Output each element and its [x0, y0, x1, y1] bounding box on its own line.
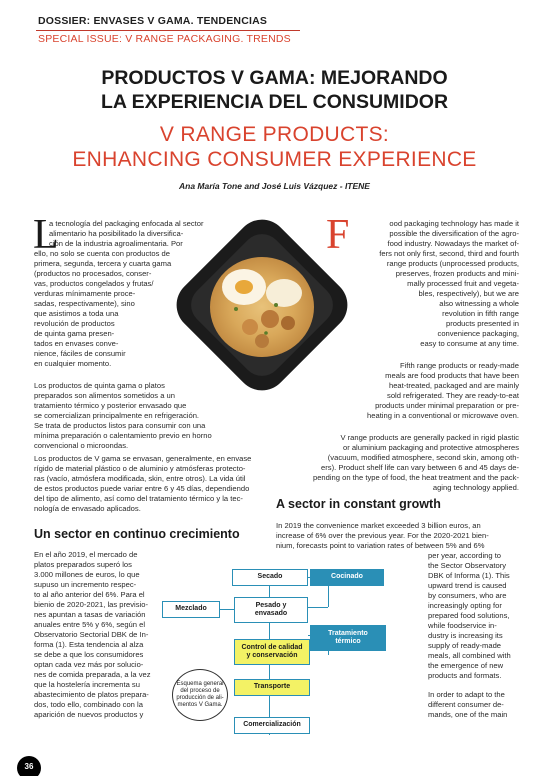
- text-line: increase of 6% over the previous year. For the 2020-2021 bien-: [276, 531, 489, 540]
- text-line: mally processed fruit and vegeta-: [407, 279, 519, 288]
- chicken-piece: [281, 316, 295, 330]
- text-line: a tecnología del packaging enfocada al sector: [49, 219, 204, 228]
- text-line: by consumers, who are: [428, 591, 507, 600]
- text-line: ers). Product shelf life can vary between 6 and 45 days de-: [321, 463, 519, 472]
- en-paragraph-4: [276, 521, 489, 551]
- text-line: de quinta gama presen-: [34, 329, 115, 338]
- text-line: ción de la industria agroalimentaria. Por: [49, 239, 183, 248]
- text-line: anuales entre 5% y 6%, según el: [34, 620, 146, 629]
- text-line: ood packaging technology has made it: [389, 219, 519, 228]
- chicken-piece: [255, 334, 269, 348]
- text-line: range products (unprocessed products,: [386, 259, 519, 268]
- text-line: products and formats.: [428, 671, 502, 680]
- text-line: prepared food solutions,: [428, 611, 510, 620]
- text-line: tados en envases conve-: [34, 339, 119, 348]
- text-line: supuso un incremento respec-: [34, 580, 137, 589]
- text-line: dos, todo ello, combinado con la: [34, 700, 143, 709]
- text-line: In 2019 the convenience market exceeded 3 billion euros, an: [276, 521, 481, 530]
- text-line: optan cada vez más por solucio-: [34, 660, 144, 669]
- es-section-heading: Un sector en continuo crecimiento: [34, 527, 240, 541]
- text-line: Fifth range products or ready-made: [399, 361, 519, 370]
- text-line: dustry is increasing its: [428, 631, 503, 640]
- text-line: aparición de nuevos productos y: [34, 710, 144, 719]
- text-line: or aluminium packaging and protective atmospheres: [342, 443, 519, 452]
- text-line: V range products are generally packed in rigid plastic: [340, 433, 519, 442]
- text-line: pending on the type of food, the heat treatment and the pack-: [312, 473, 519, 482]
- step-cocinado: Cocinado: [310, 569, 384, 586]
- text-line: possible the diversification of the agro-: [389, 229, 519, 238]
- text-line: (vacuum, modified atmosphere, second skin, among oth-: [327, 453, 519, 462]
- text-line: to al año anterior del 6%. Para el: [34, 590, 145, 599]
- title-es-line: PRODUCTOS V GAMA: MEJORANDO: [101, 67, 448, 89]
- title-en-line: ENHANCING CONSUMER EXPERIENCE: [72, 148, 477, 171]
- text-line: heat-treated, packaged and are mainly: [388, 381, 519, 390]
- text-line: que la hostelería incrementa su: [34, 680, 140, 689]
- step-control-calidad: Control de calidad y conservación: [234, 639, 310, 665]
- page-number: 36: [17, 756, 41, 776]
- process-diagram: [160, 563, 390, 753]
- egg-yolk: [235, 280, 253, 294]
- step-secado: Secado: [232, 569, 308, 586]
- text-line: meals are food products that have been: [385, 371, 519, 380]
- connector-line: [328, 585, 329, 607]
- text-line: Los productos de V gama se envasan, generalmente, en envase: [34, 454, 252, 463]
- step-tratamiento-termico: Tratamiento térmico: [310, 625, 386, 651]
- text-line: ras (vacío, atmósfera modificada, skin, entre otros). La vida útil: [34, 474, 246, 483]
- text-line: convencional o microondas.: [34, 441, 129, 450]
- text-line: se debe a que los consumidores: [34, 650, 144, 659]
- text-line: se comercializan principalmente en refrigeración.: [34, 411, 200, 420]
- section-header: DOSSIER: ENVASES V GAMA. TENDENCIAS: [38, 15, 268, 27]
- text-line: meals, all combined with: [428, 651, 511, 660]
- text-line: different consumer de-: [428, 700, 504, 709]
- text-line: del tipo de alimento, así como del tratamiento térmico y la tec-: [34, 494, 243, 503]
- text-line: (productos no procesados, conser-: [34, 269, 152, 278]
- text-line: abastecimiento de platos prepara-: [34, 690, 149, 699]
- text-line: tratamiento térmico y posterior envasado que: [34, 401, 187, 410]
- text-line: mínima preparación o calentamiento previo en horno: [34, 431, 212, 440]
- text-line: nología de envasado aplicados.: [34, 504, 141, 513]
- text-line: Observatorio Sectorial DBK de In-: [34, 630, 149, 639]
- text-line: rígido de material plástico o de aluminio y atmósferas protecto-: [34, 464, 246, 473]
- text-line: upward trend is caused: [428, 581, 507, 590]
- es-paragraph-4: [34, 550, 158, 720]
- chicken-piece: [242, 319, 258, 335]
- en-paragraph-4-cont: [428, 551, 511, 681]
- chicken-piece: [261, 310, 279, 328]
- text-line: also witnessing a whole: [439, 299, 519, 308]
- text-line: que asistimos a toda una: [34, 309, 119, 318]
- text-line: preserves, frozen products and mini-: [395, 269, 519, 278]
- text-line: Se trata de productos listos para consumir con una: [34, 421, 206, 430]
- egg-white: [266, 279, 302, 307]
- text-line: supply of ready-made: [428, 641, 502, 650]
- dropcap-english: F: [326, 212, 350, 258]
- herb: [234, 307, 238, 311]
- text-line: revolución de productos: [34, 319, 115, 328]
- text-line: primera, segunda, tercera y cuarta gama: [34, 259, 172, 268]
- title-en-line: V RANGE PRODUCTS:: [159, 123, 390, 146]
- text-line: nience, fáciles de consumir: [34, 349, 126, 358]
- text-line: convenience packaging,: [437, 329, 519, 338]
- text-line: nes de comida preparada, a la vez: [34, 670, 151, 679]
- text-line: forma (1). Esta tendencia al alza: [34, 640, 144, 649]
- en-section-heading: A sector in constant growth: [276, 497, 441, 511]
- text-line: Los productos de quinta gama o platos: [34, 381, 165, 390]
- text-line: preparados son alimentos sometidos a un: [34, 391, 175, 400]
- en-intro-paragraph: [339, 219, 519, 249]
- text-line: sold refrigerated. They are ready-to-eat: [387, 391, 519, 400]
- connector-line: [220, 609, 234, 610]
- text-line: In order to adapt to the: [428, 690, 505, 699]
- text-line: platos preparados superó los: [34, 560, 132, 569]
- en-paragraph-3: [259, 433, 519, 493]
- text-line: fers not only first, second, third and fourth: [379, 249, 519, 258]
- text-line: easy to consume at any time.: [420, 339, 519, 348]
- section-subheader: SPECIAL ISSUE: V RANGE PACKAGING. TRENDS: [38, 33, 291, 45]
- step-comercializacion: Comercialización: [234, 717, 310, 734]
- diagram-caption: Esquema general del proceso de producción de ali- mentos V Gama.: [172, 669, 228, 721]
- text-line: ello, no solo se cuenta con productos de: [34, 249, 170, 258]
- text-line: verduras mínimamente proce-: [34, 289, 136, 298]
- title-es-line: LA EXPERIENCIA DEL CONSUMIDOR: [100, 91, 449, 113]
- step-pesado-envasado: Pesado y envasado: [234, 597, 308, 623]
- text-line: vas, productos congelados y frutas/: [34, 279, 154, 288]
- title-spanish: [30, 66, 519, 114]
- text-line: sadas, respectivamente), sino: [34, 299, 135, 308]
- text-line: alimentario ha posibilitado la diversifica-: [49, 229, 184, 238]
- text-line: the Sector Observatory: [428, 561, 507, 570]
- es-paragraph-3: [34, 454, 251, 514]
- text-line: revolution in fifth range: [442, 309, 519, 318]
- step-transporte: Transporte: [234, 679, 310, 696]
- dropcap-spanish: L: [33, 212, 59, 258]
- text-line: per year, according to: [428, 551, 502, 560]
- text-line: while foodservice in-: [428, 621, 497, 630]
- ready-meal-tray-image: [166, 209, 358, 401]
- text-line: products presented in: [445, 319, 519, 328]
- herb: [264, 331, 268, 335]
- header-rule: [36, 30, 300, 31]
- text-line: bles, respectively), but we are: [418, 289, 519, 298]
- text-line: products under minimal preparation or pre-: [375, 401, 519, 410]
- text-line: food industry. Nowadays the market of-: [387, 239, 519, 248]
- es-intro-paragraph-cont: [34, 249, 171, 369]
- connector-line: [308, 607, 328, 608]
- text-line: mands, one of the main: [428, 710, 508, 719]
- title-english: [30, 122, 519, 172]
- text-line: the emergence of new: [428, 661, 504, 670]
- text-line: increasingly opting for: [428, 601, 502, 610]
- text-line: de estos productos puede variar entre 6 y 45 días, dependiendo: [34, 484, 250, 493]
- text-line: En el año 2019, el mercado de: [34, 550, 138, 559]
- text-line: nes apuntan a tasas de variación: [34, 610, 146, 619]
- text-line: nium, forecasts point to variation rates of between 5% and 6%: [276, 541, 485, 550]
- herb: [274, 303, 278, 307]
- text-line: bienio de 2020-2021, las previsio-: [34, 600, 148, 609]
- text-line: 3.000 millones de euros, lo que: [34, 570, 140, 579]
- step-mezclado: Mezclado: [162, 601, 220, 618]
- text-line: aging technology applied.: [432, 483, 519, 492]
- text-line: en cualquier momento.: [34, 359, 112, 368]
- text-line: heating in a conventional or microwave oven.: [367, 411, 519, 420]
- en-paragraph-5: [428, 690, 507, 720]
- authors-line: Ana María Tone and José Luis Vázquez - ITENE: [179, 181, 370, 191]
- text-line: DBK of Informa (1). This: [428, 571, 510, 580]
